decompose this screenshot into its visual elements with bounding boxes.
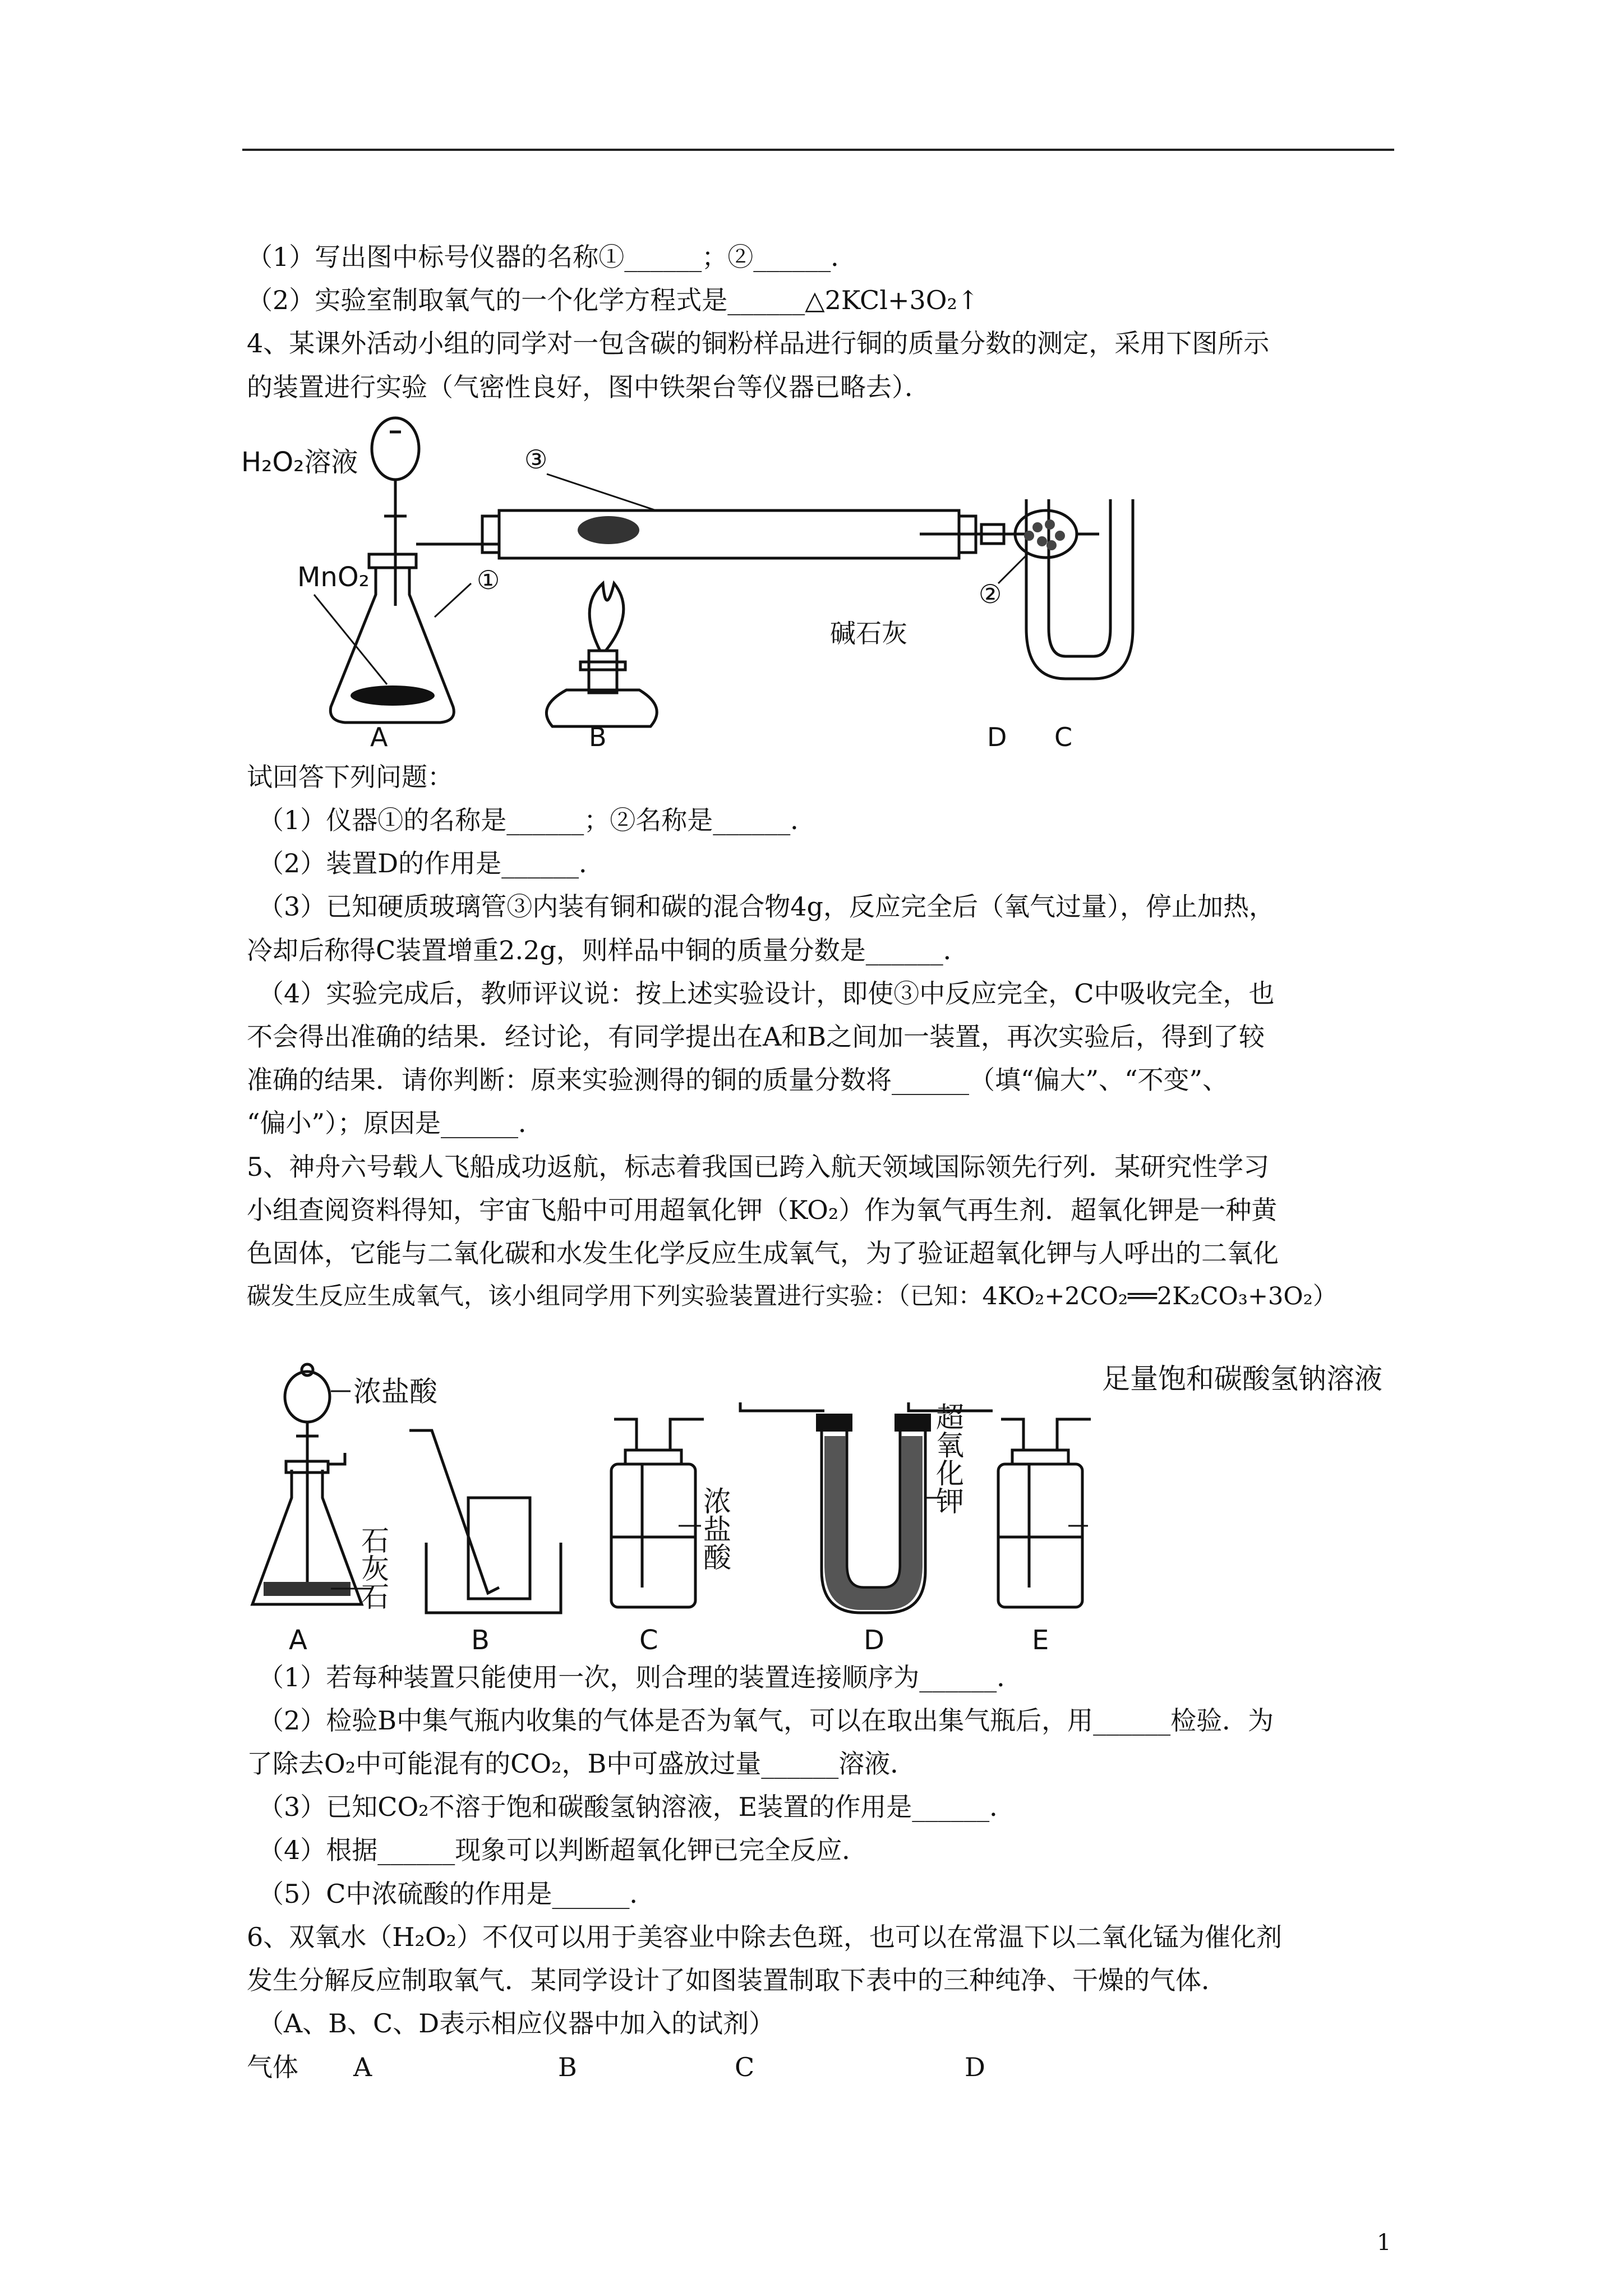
text-line: 色固体，它能与二氧化碳和水发生化学反应生成氧气，为了验证超氧化钾与人呼出的二氧化 bbox=[247, 1238, 1279, 1268]
figure-ko2-experiment bbox=[247, 1358, 1382, 1660]
label-ko2: 超氧化钾 bbox=[932, 1402, 964, 1515]
table-header-gas: 气体 bbox=[247, 2052, 298, 2082]
text-line: （2）装置D的作用是______． bbox=[258, 848, 605, 878]
text-line: （2）检验B中集气瓶内收集的气体是否为氧气，可以在取出集气瓶后，用______检验．为 bbox=[258, 1705, 1274, 1736]
table-header-a: A bbox=[353, 2052, 372, 2082]
header-rule bbox=[242, 149, 1394, 151]
label-C: C bbox=[639, 1625, 658, 1656]
label-mark2: ② bbox=[979, 579, 1002, 609]
text-line: 准确的结果．请你判断：原来实验测得的铜的质量分数将______（填“偏大”、“不变”、 bbox=[247, 1065, 1229, 1095]
text-line: （3）已知CO₂不溶于饱和碳酸氢钠溶液，E装置的作用是______． bbox=[258, 1792, 1016, 1822]
label-C: C bbox=[1054, 722, 1073, 752]
text-line: （1）仪器①的名称是______；②名称是______． bbox=[258, 805, 817, 835]
text-line: （4）根据______现象可以判断超氧化钾已完全反应． bbox=[258, 1835, 868, 1865]
text-line: （3）已知硬质玻璃管③内装有铜和碳的混合物4g，反应完全后（氧气过量），停止加热， bbox=[258, 891, 1275, 922]
text-line: “偏小”）；原因是______． bbox=[247, 1108, 545, 1138]
table-header-c: C bbox=[735, 2052, 755, 2082]
label-limestone: 石灰石 bbox=[357, 1526, 389, 1610]
text-line: 5、神舟六号载人飞船成功返航，标志着我国已跨入航天领域国际领先行列．某研究性学习 bbox=[247, 1152, 1270, 1182]
text-line: 6、双氧水（H₂O₂）不仅可以用于美容业中除去色斑，也可以在常温下以二氧化锰为催化剂 bbox=[247, 1922, 1282, 1952]
page-number: 1 bbox=[1377, 2230, 1391, 2256]
label-hcl: 浓盐酸 bbox=[353, 1375, 437, 1408]
text-line: （1）若每种装置只能使用一次，则合理的装置连接顺序为______． bbox=[258, 1662, 1023, 1692]
text-line: 4、某课外活动小组的同学对一包含碳的铜粉样品进行铜的质量分数的测定，采用下图所示 bbox=[247, 328, 1270, 358]
text-line: （1）写出图中标号仪器的名称①______；②______． bbox=[247, 242, 857, 272]
text-line: （2）实验室制取氧气的一个化学方程式是______△2KCl+3O₂↑ bbox=[247, 285, 979, 315]
label-D: D bbox=[864, 1625, 884, 1656]
text-line: 小组查阅资料得知，宇宙飞船中可用超氧化钾（KO₂）作为氧气再生剂．超氧化钾是一种黄 bbox=[247, 1195, 1278, 1225]
label-B: B bbox=[589, 722, 607, 752]
label-h2o2: H₂O₂溶液 bbox=[241, 447, 358, 478]
text-line: （4）实验完成后，教师评议说：按上述实验设计，即使③中反应完全，C中吸收完全，也 bbox=[258, 978, 1275, 1009]
label-soda-lime: 碱石灰 bbox=[830, 618, 907, 648]
label-A: A bbox=[370, 722, 388, 752]
label-A: A bbox=[289, 1625, 307, 1656]
figure-copper-analysis-right bbox=[830, 415, 1122, 752]
table-header-b: B bbox=[558, 2052, 577, 2082]
text-line: 不会得出准确的结果．经讨论，有同学提出在A和B之间加一装置，再次实验后，得到了较 bbox=[247, 1022, 1265, 1052]
label-B: B bbox=[471, 1625, 490, 1656]
label-D: D bbox=[987, 722, 1007, 752]
text-line: 发生分解反应制取氧气．某同学设计了如图装置制取下表中的三种纯净、干燥的气体． bbox=[247, 1965, 1227, 1995]
label-mno2: MnO₂ bbox=[297, 562, 370, 593]
text-line: （5）C中浓硫酸的作用是______． bbox=[258, 1879, 656, 1909]
label-nahco3: 足量饱和碳酸氢钠溶液 bbox=[1102, 1363, 1382, 1395]
text-line: 碳发生反应生成氧气，该小组同学用下列实验装置进行实验：（已知：4KO₂+2CO₂══2K₂CO₃+3O₂） bbox=[247, 1282, 1337, 1310]
text-line: 了除去O₂中可能混有的CO₂，B中可盛放过量______溶液． bbox=[247, 1749, 916, 1779]
label-conc-acid: 浓盐酸 bbox=[699, 1487, 731, 1571]
label-E: E bbox=[1032, 1625, 1049, 1656]
text-line: 试回答下列问题： bbox=[247, 762, 453, 792]
table-header-d: D bbox=[965, 2052, 985, 2082]
text-line: 的装置进行实验（气密性良好，图中铁架台等仪器已略去）． bbox=[247, 372, 930, 402]
text-line: 冷却后称得C装置增重2.2g，则样品中铜的质量分数是______． bbox=[247, 935, 969, 965]
label-mark3: ③ bbox=[524, 444, 548, 475]
text-line: （A、B、C、D表示相应仪器中加入的试剂） bbox=[258, 2008, 775, 2039]
label-mark1: ① bbox=[477, 565, 500, 595]
